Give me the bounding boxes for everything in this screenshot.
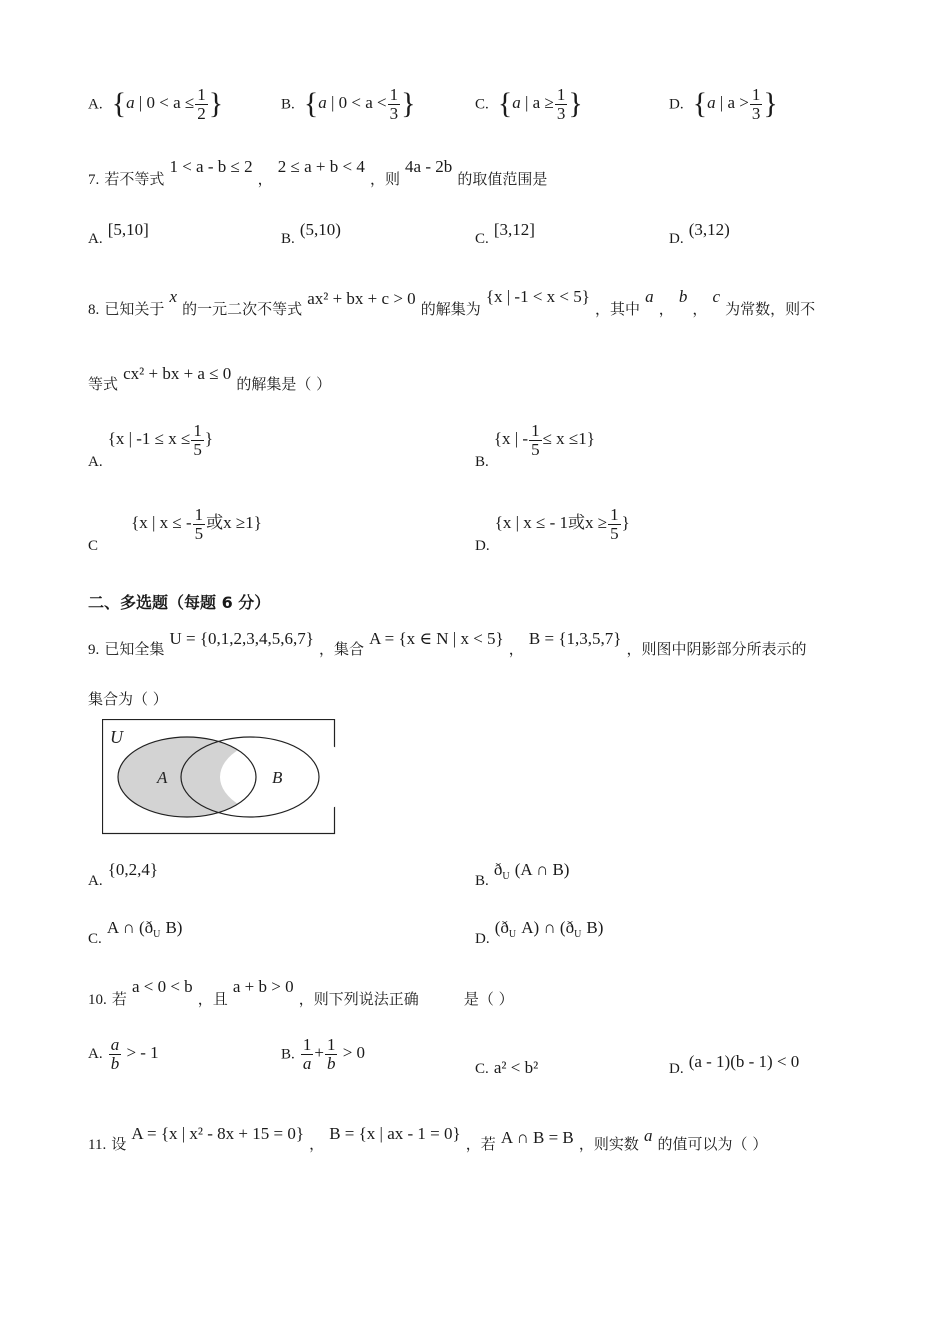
- q8-option-d: D. {x | x ≤ - 1或x ≥ $\frac{1}{5}$ }: [475, 505, 630, 555]
- q7-option-a: A. [5,10]: [88, 220, 149, 247]
- venn-label-b: B: [272, 768, 283, 787]
- q9-set-b: B = {1,3,5,7}: [528, 629, 622, 648]
- q8-option-c: C {x | x ≤ - $\frac{1}{5}$ 或x ≥1}: [88, 505, 262, 555]
- q6-option-c-cond: a ≥: [532, 93, 554, 113]
- q8-ineq: ax² + bx + c > 0: [307, 289, 416, 308]
- q8-option-a: A. {x | -1 ≤ x ≤ $\frac{1}{5}$ }: [88, 421, 213, 471]
- q9-set-u: U = {0,1,2,3,4,5,6,7}: [169, 629, 314, 648]
- q8-ineq2: cx² + bx + a ≤ 0: [123, 364, 232, 383]
- q6-option-a-cond: 0 < a ≤: [146, 93, 195, 113]
- section-heading: 二、多选题（每题 6 分）: [88, 593, 271, 612]
- q11-set-a: A = {x | x² - 8x + 15 = 0}: [131, 1124, 304, 1143]
- q8-option-b: B. {x | - $\frac{1}{5}$ ≤ x ≤1}: [475, 421, 595, 471]
- q7-ineq2: 2 ≤ a + b < 4: [277, 157, 365, 176]
- q10-cond1: a < 0 < b: [131, 977, 193, 996]
- q7-ineq1: 1 < a - b ≤ 2: [169, 157, 253, 176]
- q7-option-b: B. (5,10): [281, 220, 341, 247]
- q9-option-c: C. A ∩ ($ð_U$ B): [88, 918, 183, 947]
- q10-option-a: A. $\frac{a}{b}$ > - 1: [88, 1035, 159, 1073]
- q11-cond: A ∩ B = B: [500, 1128, 574, 1147]
- q7-stem: 7. 若不等式 1 < a - b ≤ 2 ， 2 ≤ a + b < 4 ，则 4a - 2b 的取值范围是: [88, 157, 548, 188]
- q9-stem-line2: 集合为（ ）: [88, 690, 168, 708]
- q6-option-d-cond: a >: [727, 93, 749, 113]
- q6-option-c: C. {a | a ≥ $\frac{1}{3}$ }: [475, 85, 583, 123]
- q11-stem: 11. 设 A = {x | x² - 8x + 15 = 0} ， B = {x | ax - 1 = 0} ，若 A ∩ B = B ，则实数 a 的值可以为（ ）: [88, 1124, 768, 1153]
- q7-option-c: C. [3,12]: [475, 220, 535, 247]
- venn-diagram: [102, 719, 336, 835]
- q9-option-d: D. ($ð_U$ A) ∩ ($ð_U$ B): [475, 918, 604, 947]
- q6-option-a: A. {a | 0 < a ≤ $\frac{1}{2}$ }: [88, 85, 224, 123]
- q9-set-a: A = {x ∈ N | x < 5}: [369, 629, 504, 648]
- q11-set-b: B = {x | ax - 1 = 0}: [329, 1124, 461, 1143]
- q10-option-d: D. (a - 1)(b - 1) < 0: [669, 1052, 800, 1077]
- q10-cond2: a + b > 0: [232, 977, 294, 996]
- venn-label-a: A: [157, 768, 168, 787]
- q9-option-a: A. {0,2,4}: [88, 860, 159, 889]
- q9-option-b: B. $ð_U$ (A ∩ B): [475, 860, 570, 889]
- q10-stem: 10. 若 a < 0 < b ，且 a + b > 0 ，则下列说法正确 是（ ）: [88, 977, 514, 1008]
- q8-stem-line1: 8. 已知关于 x 的一元二次不等式 ax² + bx + c > 0 的解集为 {x | -1 < x < 5} ，其中 a ， b ， c 为常数，则不: [88, 287, 816, 318]
- q7-expr: 4a - 2b: [405, 157, 453, 176]
- q9-stem-line1: 9. 已知全集 U = {0,1,2,3,4,5,6,7} ，集合 A = {x ∈ N | x < 5} ， B = {1,3,5,7} ，则图中阴影部分所表示的: [88, 629, 807, 658]
- q6-option-b-cond: 0 < a <: [338, 93, 387, 113]
- q10-option-b: B. $\frac{1}{a}$ + $\frac{1}{b}$ > 0: [281, 1035, 366, 1073]
- q6-option-d: D. {a | a > $\frac{1}{3}$ }: [669, 85, 778, 123]
- q7-option-d: D. (3,12): [669, 220, 730, 247]
- q8-stem-line2: 等式 cx² + bx + a ≤ 0 的解集是（ ）: [88, 364, 332, 393]
- q10-option-c: C. a² < b²: [475, 1058, 539, 1077]
- venn-label-u: U: [110, 727, 123, 747]
- q8-solution-set: {x | -1 < x < 5}: [485, 287, 590, 306]
- q6-option-b: B. {a | 0 < a < $\frac{1}{3}$ }: [281, 85, 416, 123]
